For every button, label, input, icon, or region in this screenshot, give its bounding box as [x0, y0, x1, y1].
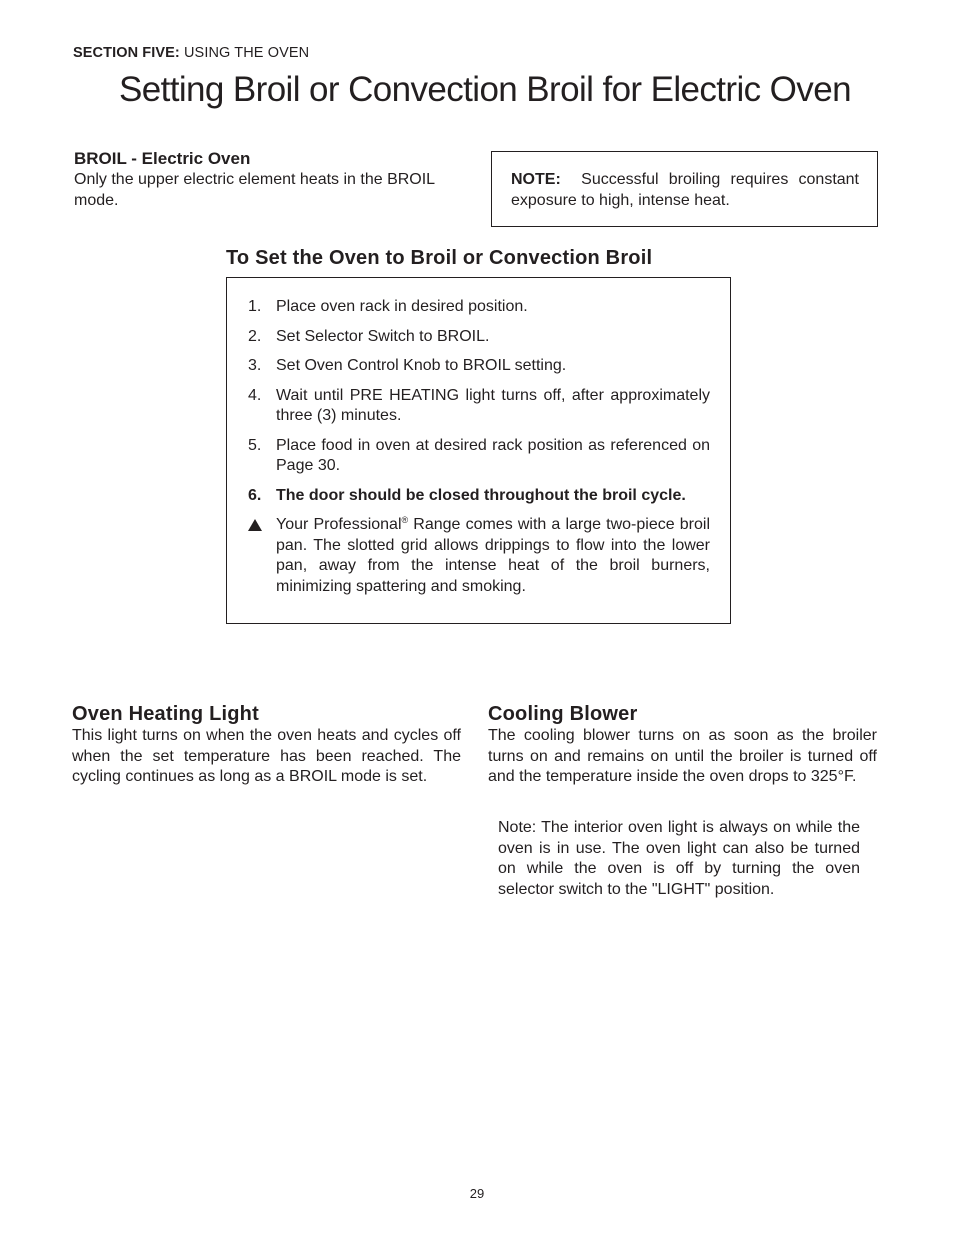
- step-item: [248, 327, 710, 348]
- section-name: USING THE OVEN: [183, 45, 310, 61]
- step-text: Place oven rack in desired position.: [276, 298, 528, 315]
- step-item: [248, 297, 710, 318]
- note-text: Successful broiling requires constant exposure to high, intense heat.: [511, 171, 859, 209]
- step-text: Wait until PRE HEATING light turns off, after approximately three (3) minutes.: [276, 386, 710, 424]
- step-item: [248, 356, 710, 377]
- section-label: SECTION FIVE:: [73, 45, 180, 61]
- oven-heating-light-heading: Oven Heating Light: [72, 703, 259, 725]
- steps-heading: To Set the Oven to Broil or Convection Broil: [226, 247, 653, 269]
- tip-prefix: Your Professional: [276, 516, 402, 533]
- steps-box: [226, 277, 731, 624]
- broil-description: Only the upper electric element heats in the BROIL mode.: [74, 171, 435, 209]
- registered-mark: ®: [401, 515, 409, 525]
- page-title: Setting Broil or Convection Broil for Electric Oven: [119, 70, 851, 109]
- note-box: [491, 151, 878, 227]
- step-text: Place food in oven at desired rack position as referenced on Page 30.: [276, 436, 710, 474]
- step-text: Set Selector Switch to BROIL.: [276, 327, 490, 345]
- step-item: [248, 386, 710, 427]
- cooling-blower-heading: Cooling Blower: [488, 703, 638, 725]
- oven-light-note: Note: The interior oven light is always on while the oven is in use. The oven light can also be turned on while the oven is off by turning the oven selector switch to the "LIGHT" position.: [498, 819, 860, 898]
- step-number: 2.: [248, 327, 262, 345]
- step-number: 6.: [248, 486, 262, 504]
- step-number: 3.: [248, 357, 262, 374]
- step-item: [248, 486, 710, 507]
- step-number: 4.: [248, 386, 262, 404]
- tip-text: [276, 515, 710, 597]
- triangle-bullet-icon: [248, 519, 262, 531]
- broil-section: [74, 148, 474, 211]
- step-text: Set Oven Control Knob to BROIL setting.: [276, 357, 567, 374]
- cooling-blower-section: [488, 702, 877, 788]
- section-header: [73, 45, 309, 61]
- page-number: 29: [469, 1186, 485, 1201]
- cooling-blower-text: The cooling blower turns on as soon as the broiler turns on and remains on until the broiler is turned off and the temperature inside the oven drops to 325°F.: [488, 727, 877, 785]
- step-text: The door should be closed throughout the broil cycle.: [276, 486, 686, 504]
- broil-heading: BROIL - Electric Oven: [74, 149, 251, 168]
- oven-heating-light-text: This light turns on when the oven heats and cycles off when the set temperature has been reached. The cycling continues as long as a BROIL mode is set.: [72, 727, 461, 785]
- note-label: NOTE:: [511, 171, 561, 188]
- tip-body: Range comes with a large two-piece broil pan. The slotted grid allows drippings to flow into the lower pan, away from the intense heat of the broil burners, minimizing spattering and smoking.: [276, 516, 710, 595]
- step-number: 1.: [248, 298, 262, 315]
- broil-pan-tip: [248, 515, 710, 597]
- oven-heating-light-section: [72, 702, 461, 788]
- step-number: 5.: [248, 436, 262, 454]
- step-item: [248, 436, 710, 477]
